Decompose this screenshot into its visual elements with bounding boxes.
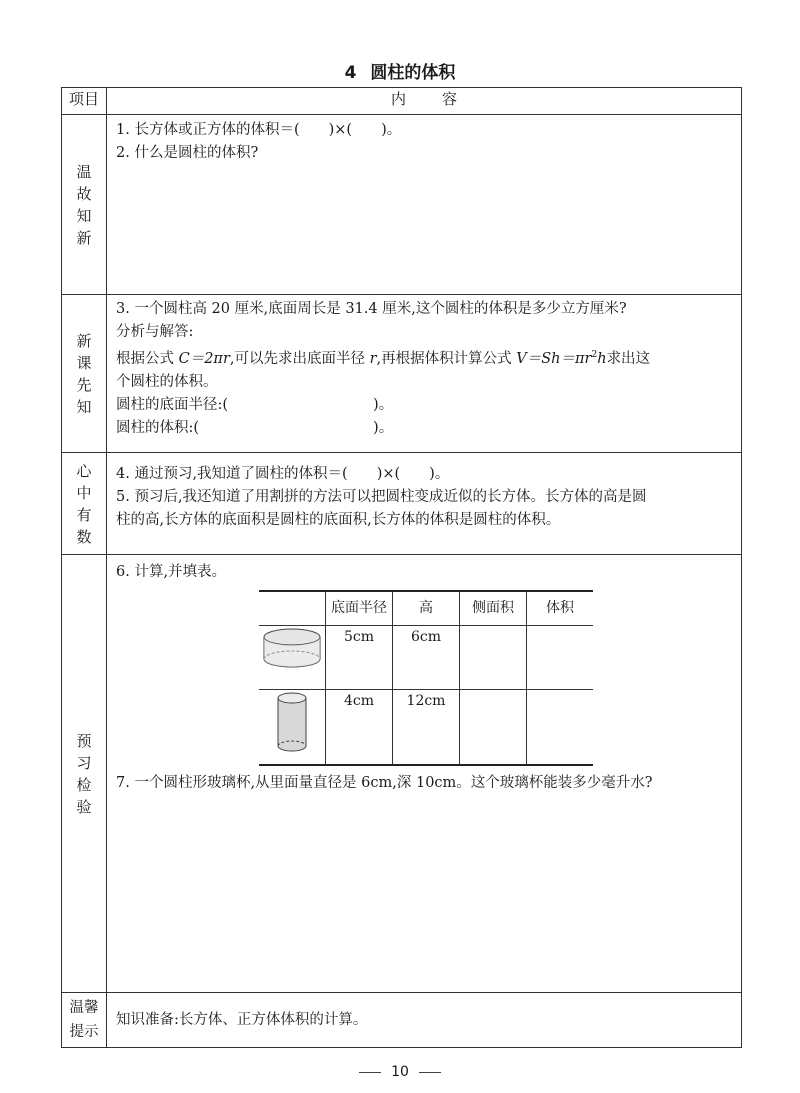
cylinder-table	[259, 590, 593, 766]
cylinder-tall-icon	[259, 689, 326, 765]
new-lesson-label-text: 新课先知	[76, 331, 92, 416]
header-height: 高	[393, 591, 460, 625]
formula-volume: V＝Sh＝πr	[516, 350, 592, 367]
row2-height: 12cm	[393, 689, 460, 765]
preview-q7: 7. 一个圆柱形玻璃杯,从里面量直径是 6cm,深 10cm。这个玻璃杯能装多少毫升水?	[116, 774, 653, 791]
cylinder-table-header	[259, 591, 593, 625]
preview-content	[107, 555, 742, 993]
tips-row	[62, 993, 742, 1048]
worksheet-table	[61, 87, 742, 1048]
title-text: 圆柱的体积	[370, 63, 456, 83]
tips-text: 知识准备:长方体、正方体体积的计算。	[116, 1011, 368, 1028]
preview-row	[62, 555, 742, 993]
formula-line-2: 个圆柱的体积。	[116, 373, 218, 390]
understanding-q5b: 柱的高,长方体的底面积是圆柱的底面积,长方体的体积是圆柱的体积。	[116, 512, 561, 528]
radius-answer: 圆柱的底面半径:( )。	[116, 396, 394, 413]
formula-line	[116, 344, 731, 371]
understanding-q5a: 5. 预习后,我还知道了用割拼的方法可以把圆柱变成近似的长方体。长方体的高是圆	[116, 489, 647, 505]
row1-radius: 5cm	[326, 625, 393, 689]
new-lesson-row	[62, 295, 742, 453]
page-number: 10	[391, 1064, 409, 1080]
new-lesson-content	[107, 295, 742, 453]
footer-dash-left	[359, 1072, 381, 1073]
preview-label-text: 预习检验	[76, 731, 92, 816]
review-label-text: 温故知新	[76, 162, 92, 247]
volume-answer: 圆柱的体积:( )。	[116, 419, 394, 436]
formula-radius: r	[369, 350, 377, 367]
section-number: 4	[344, 63, 357, 83]
tips-label-text: 温馨提示	[69, 1000, 99, 1040]
tips-content	[107, 993, 742, 1048]
review-q1: 1. 长方体或正方体的体积＝( )×( )。	[116, 122, 402, 138]
understanding-content	[107, 453, 742, 555]
header-shape	[259, 591, 326, 625]
row2-radius: 4cm	[326, 689, 393, 765]
row1-height: 6cm	[393, 625, 460, 689]
understanding-row	[62, 453, 742, 555]
analysis-heading: 分析与解答:	[116, 324, 194, 340]
cylinder-row-2	[259, 689, 593, 765]
row1-volume[interactable]	[527, 625, 594, 689]
header-content	[107, 88, 742, 115]
footer-dash-right	[419, 1072, 441, 1073]
header-volume: 体积	[527, 591, 594, 625]
row2-lateral[interactable]	[460, 689, 527, 765]
header-row	[62, 88, 742, 115]
new-lesson-q3: 3. 一个圆柱高 20 厘米,底面周长是 31.4 厘米,这个圆柱的体积是多少立方厘米?	[116, 301, 627, 317]
row2-volume[interactable]	[527, 689, 594, 765]
formula-part-d: ,再根据体积计算公式	[376, 350, 517, 367]
preview-q6: 6. 计算,并填表。	[116, 564, 227, 580]
formula-height: h	[597, 350, 607, 367]
understanding-q4: 4. 通过预习,我知道了圆柱的体积＝( )×( )。	[116, 466, 450, 482]
understanding-label	[62, 453, 107, 555]
header-radius: 底面半径	[326, 591, 393, 625]
formula-exponent: 2	[591, 350, 598, 360]
page-title	[0, 58, 800, 83]
page-footer	[0, 1064, 800, 1080]
review-content	[107, 115, 742, 295]
formula-part-b: ,可以先求出底面半径	[229, 350, 370, 367]
tips-label	[62, 993, 107, 1048]
header-lateral: 侧面积	[460, 591, 527, 625]
formula-part-a: 根据公式	[116, 350, 179, 367]
understanding-label-text: 心中有数	[76, 461, 92, 546]
header-item: 项目	[62, 88, 107, 115]
cylinder-row-1	[259, 625, 593, 689]
row1-lateral[interactable]	[460, 625, 527, 689]
header-content-2: 容	[442, 90, 458, 108]
review-q2: 2. 什么是圆柱的体积?	[116, 145, 259, 161]
formula-circumference: C＝2πr	[178, 350, 230, 367]
review-row	[62, 115, 742, 295]
header-content-1: 内	[390, 90, 406, 108]
formula-part-e: 求出这	[606, 350, 651, 367]
review-label	[62, 115, 107, 295]
new-lesson-label	[62, 295, 107, 453]
preview-label	[62, 555, 107, 993]
cylinder-short-icon	[259, 625, 326, 689]
